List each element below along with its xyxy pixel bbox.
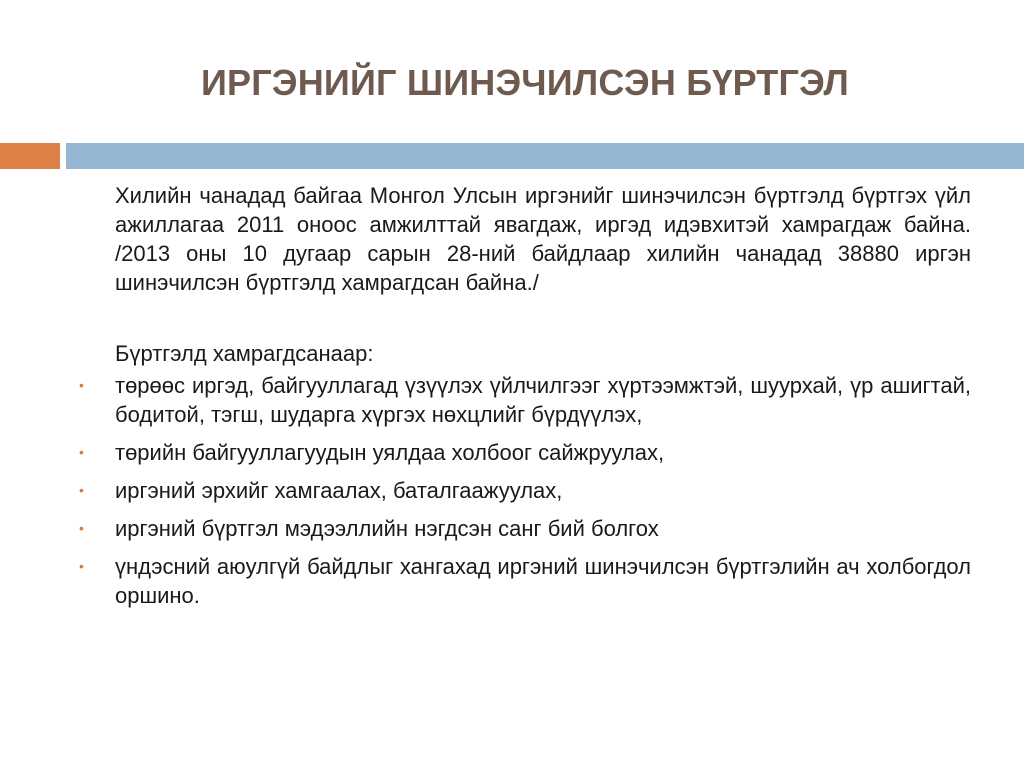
bullet-icon: • [79, 377, 84, 393]
list-item [79, 438, 971, 467]
list-item-text: төрийн байгууллагуудын уялдаа холбоог сайжруулах, [115, 440, 665, 465]
bullet-icon: • [79, 444, 84, 460]
intro-paragraph: Хилийн чанадад байгаа Монгол Улсын иргэнийг шинэчилсэн бүртгэлд бүртгэх үйл ажиллагаа 2011 оноос амжилттай явагдаж, иргэд идэвхитэй хамрагдаж байна. /2013 оны 10 дугаар сарын 28-ний байдлаар хилийн чанадад 38880 иргэн шинэчилсэн бүртгэлд хамрагдсан байна./ [115, 183, 971, 295]
accent-bar-orange [0, 143, 60, 169]
list-item-text: иргэний эрхийг хамгаалах, баталгаажуулах, [115, 478, 563, 503]
slide-title: ИРГЭНИЙГ ШИНЭЧИЛСЭН БҮРТГЭЛ [200, 62, 850, 103]
list-item [79, 476, 971, 505]
spacer [115, 297, 971, 339]
list-item-text: үндэсний аюулгүй байдлыг хангахад иргэний шинэчилсэн бүртгэлийн ач холбогдол оршино. [115, 554, 971, 608]
list-item [79, 514, 971, 543]
slide-content [79, 181, 971, 619]
accent-bar-blue [66, 143, 1024, 169]
bullet-icon: • [79, 482, 84, 498]
list-item [79, 371, 971, 429]
list-item-text: иргэний бүртгэл мэдээллийн нэгдсэн санг бий болгох [115, 516, 659, 541]
bullet-icon: • [79, 520, 84, 536]
list-item-text: төрөөс иргэд, байгууллагад үзүүлэх үйлчилгээг хүртээмжтэй, шуурхай, үр ашигтай, бодитой, тэгш, шударга хүргэх нөхцлийг бүрдүүлэх, [115, 373, 971, 427]
list-item [79, 552, 971, 610]
benefits-list [79, 371, 971, 610]
subheading: Бүртгэлд хамрагдсанаар: [115, 341, 374, 366]
bullet-icon: • [79, 558, 84, 574]
